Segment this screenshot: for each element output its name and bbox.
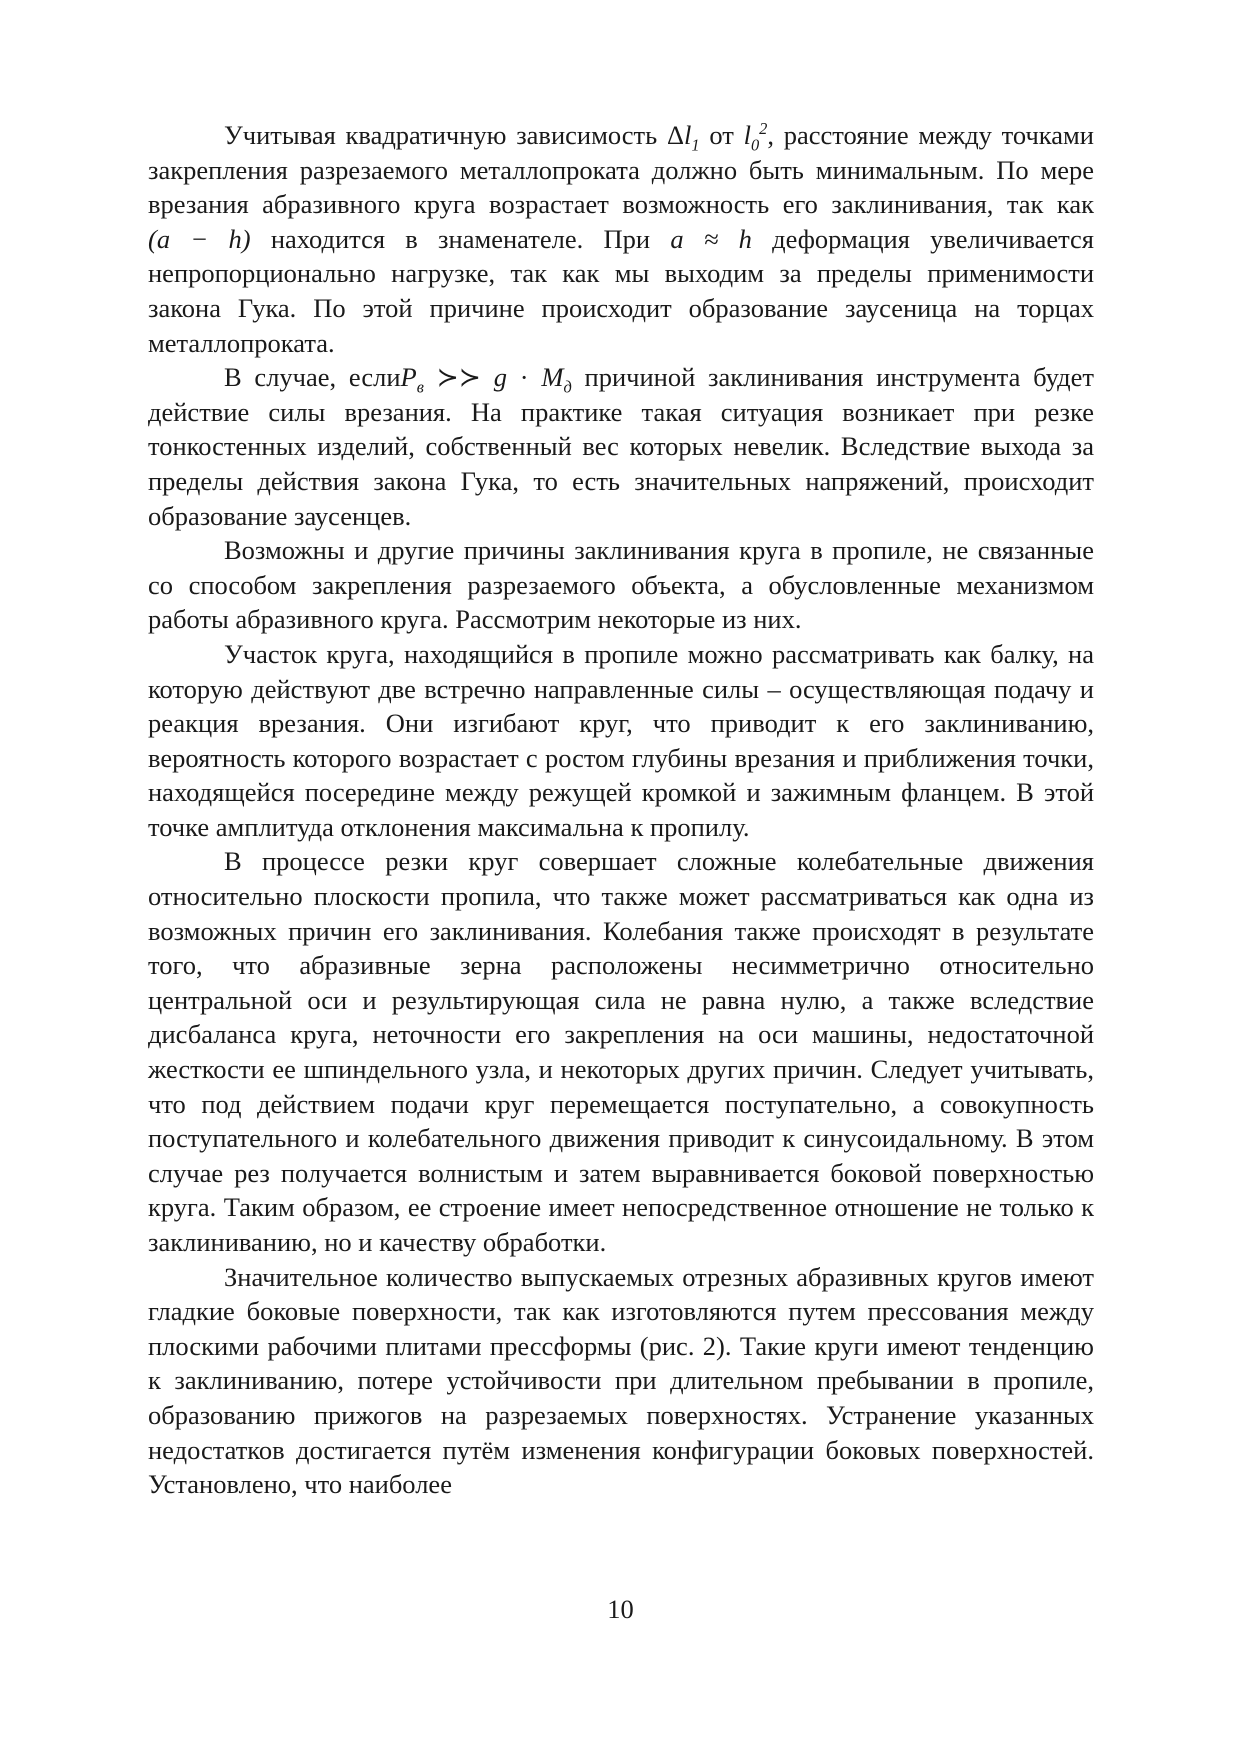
text-run: находится в знаменателе. При [250, 223, 671, 254]
math-subscript: 0 [750, 135, 760, 155]
text-run: деформация увеличивается непропорционально нагрузке, так как мы выходим за пределы применимости закона Гука. По этой причине происходит образование заусеница на торцах металлопроката. [148, 223, 1094, 358]
math-symbol: M [541, 362, 564, 393]
paragraph-6: Значительное количество выпускаемых отрезных абразивных кругов имеют гладкие боковые поверхности, так как изготовляются путем прессования между плоскими рабочими плитами прессформы (рис. 2). Такие круги имеют тенденцию к заклиниванию, потере устойчивости при длительном пребывании в пропиле, образованию прижогов на разрезаемых поверхностях. Устранение указанных недостатков достигается путём изменения конфигурации боковых поверхностей. Установлено, что наиболее [148, 1261, 1094, 1500]
math-symbol: Δ [666, 120, 684, 150]
math-symbol: P [400, 362, 417, 393]
paragraph-5: В процессе резки круг совершает сложные колебательные движения относительно плоскости пропила, что также может рассматриваться как одна из возможных причин его заклинивания. Колебания также происходят в результате того, что абразивные зерна расположены несимметрично относительно центральной оси и результирующая сила не равна нулю, а также вследствие дисбаланса круга, неточности его закрепления на оси машины, недостаточной жесткости ее шпиндельного узла, и некоторых других причин. Следует учитывать, что под действием подачи круг перемещается поступательно, а совокупность поступательного и колебательного движения приводит к синусоидальному. В этом случае рез получается волнистым и затем выравнивается боковой поверхностью круга. Таким образом, ее строение имеет непосредственное отношение не только к заклиниванию, но и качеству обработки. [148, 846, 1094, 1257]
math-symbol: l [683, 120, 692, 150]
math-symbol: g [493, 362, 508, 393]
math-subscript: в [416, 377, 424, 397]
paragraph-2 [148, 360, 1094, 533]
paragraph-4: Участок круга, находящийся в пропиле можно рассматривать как балку, на которую действуют две встречно направленные силы – осуществляющая подачу и реакция врезания. Они изгибают круг, что приводит к его заклиниванию, вероятность которого возрастает с ростом глубины врезания и приближения точки, находящейся посередине между режущей кромкой и зажимным фланцем. В этой точке амплитуда отклонения максимальна к пропилу. [148, 638, 1094, 842]
math-superscript: 2 [759, 119, 768, 139]
math-operator: · [507, 362, 542, 393]
math-subscript: д [563, 377, 572, 397]
math-a-minus-h: (a − h) [148, 223, 251, 254]
math-operator: ≻≻ [423, 362, 494, 393]
text-run: В случае, если [224, 362, 401, 393]
text-run: Учитывая квадратичную зависимость [224, 120, 667, 150]
paragraph-1 [148, 118, 1094, 360]
paragraph-3: Возможны и другие причины заклинивания круга в пропиле, не связанные со способом закрепления разрезаемого объекта, а обусловленные механизмом работы абразивного круга. Рассмотрим некоторые из них. [148, 535, 1094, 635]
page-number: 10 [607, 1594, 634, 1624]
math-l0-squared [743, 119, 768, 155]
math-symbol: l [743, 120, 751, 150]
text-run: от [699, 120, 744, 150]
math-a-approx-h: a ≈ h [670, 223, 752, 254]
text-run: , расстояние между точками закрепления разрезаемого металлопроката должно быть минимальным. По мере врезания абразивного круга возрастает возможность его заклинивания, так как [148, 120, 1094, 220]
math-force-inequality [400, 362, 572, 397]
text-run: причиной заклинивания инструмента будет действие силы врезания. На практике такая ситуация возникает при резке тонкостенных изделий, собственный вес которых невелик. Вследствие выхода за пределы действия закона Гука, то есть значительных напряжений, происходит образование заусенцев. [148, 362, 1094, 531]
document-body [148, 118, 1094, 1502]
math-delta-l1 [666, 120, 700, 155]
math-subscript: 1 [691, 135, 700, 155]
